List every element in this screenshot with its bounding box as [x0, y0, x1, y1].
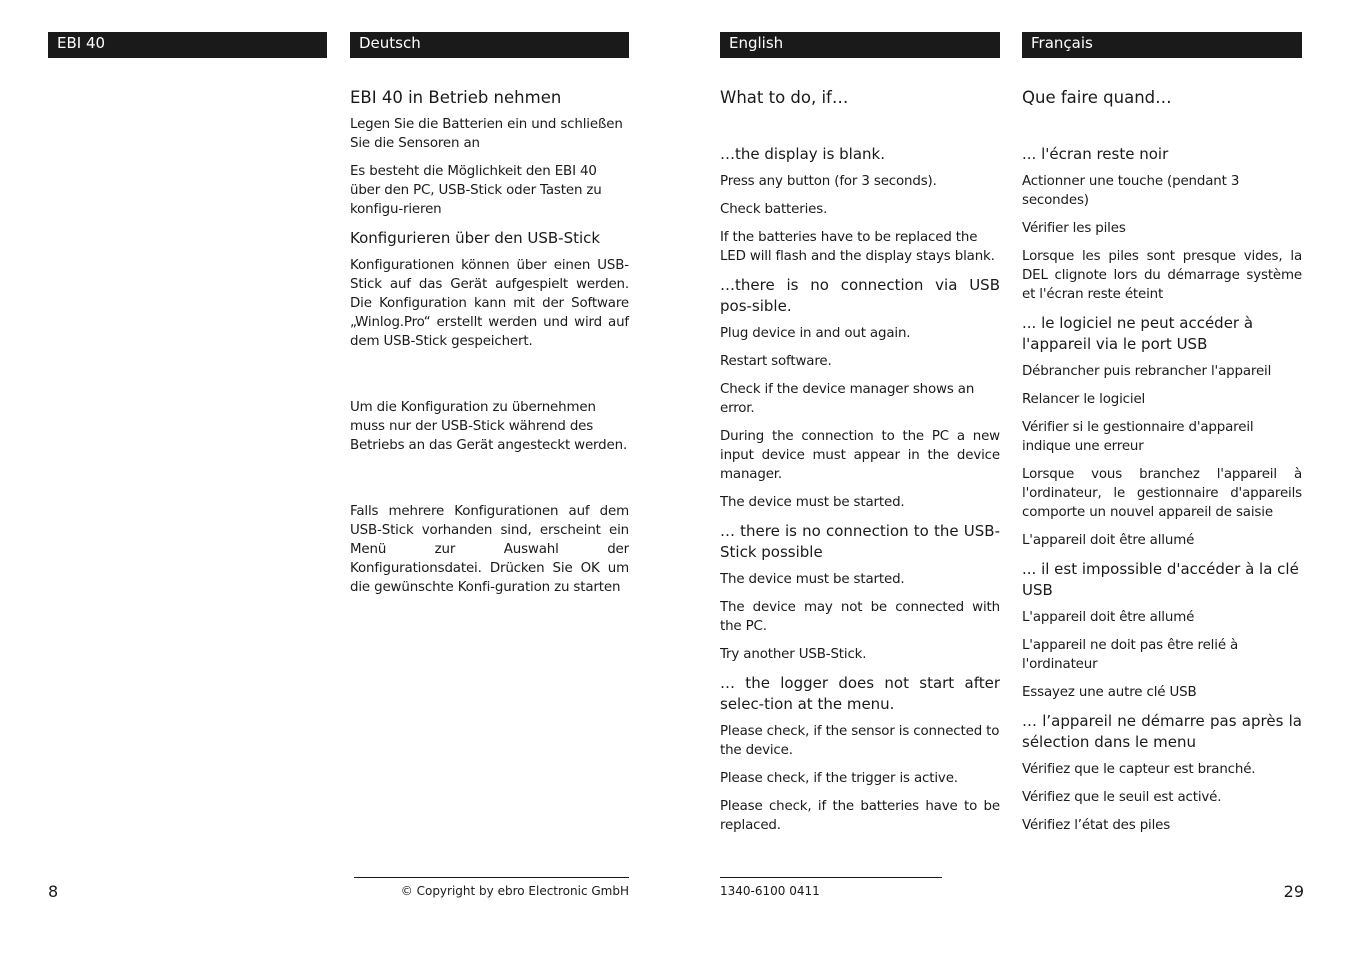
- english-paragraph: During the connection to the PC a new input device must appear in the device manager.: [720, 429, 1000, 482]
- english-subheading: … the logger does not start after selec-tion at the menu.: [720, 674, 1000, 713]
- francais-paragraph: Vérifiez l’état des piles: [1022, 818, 1171, 833]
- english-paragraph: The device must be started.: [720, 572, 905, 587]
- english-paragraph: The device must be started.: [720, 495, 905, 510]
- english-paragraph: Check batteries.: [720, 202, 828, 217]
- francais-subheading: ... l'écran reste noir: [1022, 145, 1169, 163]
- english-paragraph: Restart software.: [720, 354, 832, 369]
- english-title: What to do, if…: [720, 88, 849, 107]
- deutsch-subheading: Konfigurieren über den USB-Stick: [350, 229, 601, 247]
- francais-paragraph: Relancer le logiciel: [1022, 392, 1146, 407]
- francais-column: [1022, 87, 1302, 844]
- english-paragraph: If the batteries have to be replaced the LED will flash and the display stays blank.: [720, 230, 995, 264]
- header-english: English: [720, 32, 1000, 58]
- francais-subheading: … l’appareil ne démarre pas après la sélection dans le menu: [1022, 712, 1302, 751]
- page-number-left: 8: [48, 882, 59, 901]
- deutsch-paragraph: Falls mehrere Konfigurationen auf dem USB-Stick vorhanden sind, erscheint ein Menü zur Auswahl der Konfigurationsdatei. Drücken Sie OK um die gewünschte Konfi-guration zu starten: [350, 504, 629, 595]
- francais-paragraph: Vérifier les piles: [1022, 221, 1126, 236]
- english-paragraph: The device may not be connected with the PC.: [720, 600, 1000, 634]
- francais-paragraph: Vérifier si le gestionnaire d'appareil indique une erreur: [1022, 420, 1254, 454]
- header-ebi40: EBI 40: [48, 32, 327, 58]
- footer-rule-left: [354, 877, 629, 878]
- francais-paragraph: Lorsque les piles sont presque vides, la DEL clignote lors du démarrage système et l'écran reste éteint: [1022, 249, 1302, 302]
- english-paragraph: Check if the device manager shows an error.: [720, 382, 975, 416]
- english-paragraph: Please check, if the sensor is connected to the device.: [720, 724, 1000, 758]
- english-paragraph: Try another USB-Stick.: [720, 647, 867, 662]
- francais-paragraph: Essayez une autre clé USB: [1022, 685, 1197, 700]
- francais-paragraph: Lorsque vous branchez l'appareil à l'ordinateur, le gestionnaire d'appareils comporte un nouvel appareil de saisie: [1022, 467, 1302, 520]
- page-number-right: 29: [1283, 882, 1304, 901]
- francais-paragraph: Débrancher puis rebrancher l'appareil: [1022, 364, 1272, 379]
- deutsch-paragraph: Legen Sie die Batterien ein und schließen Sie die Sensoren an: [350, 117, 623, 151]
- deutsch-column: [350, 87, 629, 606]
- deutsch-title: EBI 40 in Betrieb nehmen: [350, 88, 562, 107]
- copyright-notice: © Copyright by ebro Electronic GmbH: [400, 884, 629, 898]
- header-deutsch: Deutsch: [350, 32, 629, 58]
- deutsch-paragraph: Konfigurationen können über einen USB-Stick auf das Gerät aufgespielt werden. Die Konfiguration kann mit der Software „Winlog.Pro“ erstellt werden und wird auf dem USB-Stick gespeichert.: [350, 258, 629, 349]
- francais-title: Que faire quand…: [1022, 88, 1172, 107]
- deutsch-paragraph: Es besteht die Möglichkeit den EBI 40 über den PC, USB-Stick oder Tasten zu konfigu-rieren: [350, 164, 602, 217]
- francais-paragraph: Actionner une touche (pendant 3 secondes): [1022, 174, 1240, 208]
- english-subheading: … there is no connection to the USB-Stick possible: [720, 522, 1000, 561]
- francais-paragraph: L'appareil doit être allumé: [1022, 533, 1195, 548]
- english-paragraph: Please check, if the trigger is active.: [720, 771, 958, 786]
- deutsch-paragraph: Um die Konfiguration zu übernehmen muss nur der USB-Stick während des Betriebs an das Gerät angesteckt werden.: [350, 400, 628, 453]
- english-paragraph: Plug device in and out again.: [720, 326, 911, 341]
- francais-paragraph: Vérifiez que le seuil est activé.: [1022, 790, 1222, 805]
- english-paragraph: Please check, if the batteries have to be replaced.: [720, 799, 1000, 833]
- francais-paragraph: L'appareil doit être allumé: [1022, 610, 1195, 625]
- francais-subheading: ... le logiciel ne peut accéder à l'appareil via le port USB: [1022, 314, 1254, 353]
- footer-rule-right: [720, 877, 942, 878]
- document-number: 1340-6100 0411: [720, 884, 820, 898]
- francais-paragraph: L'appareil ne doit pas être relié à l'ordinateur: [1022, 638, 1239, 672]
- english-subheading: …the display is blank.: [720, 145, 886, 163]
- francais-paragraph: Vérifiez que le capteur est branché.: [1022, 762, 1256, 777]
- english-column: [720, 87, 1000, 844]
- english-paragraph: Press any button (for 3 seconds).: [720, 174, 937, 189]
- francais-subheading: ... il est impossible d'accéder à la clé USB: [1022, 560, 1299, 599]
- english-subheading: …there is no connection via USB pos-sible.: [720, 276, 1000, 315]
- header-francais: Français: [1022, 32, 1302, 58]
